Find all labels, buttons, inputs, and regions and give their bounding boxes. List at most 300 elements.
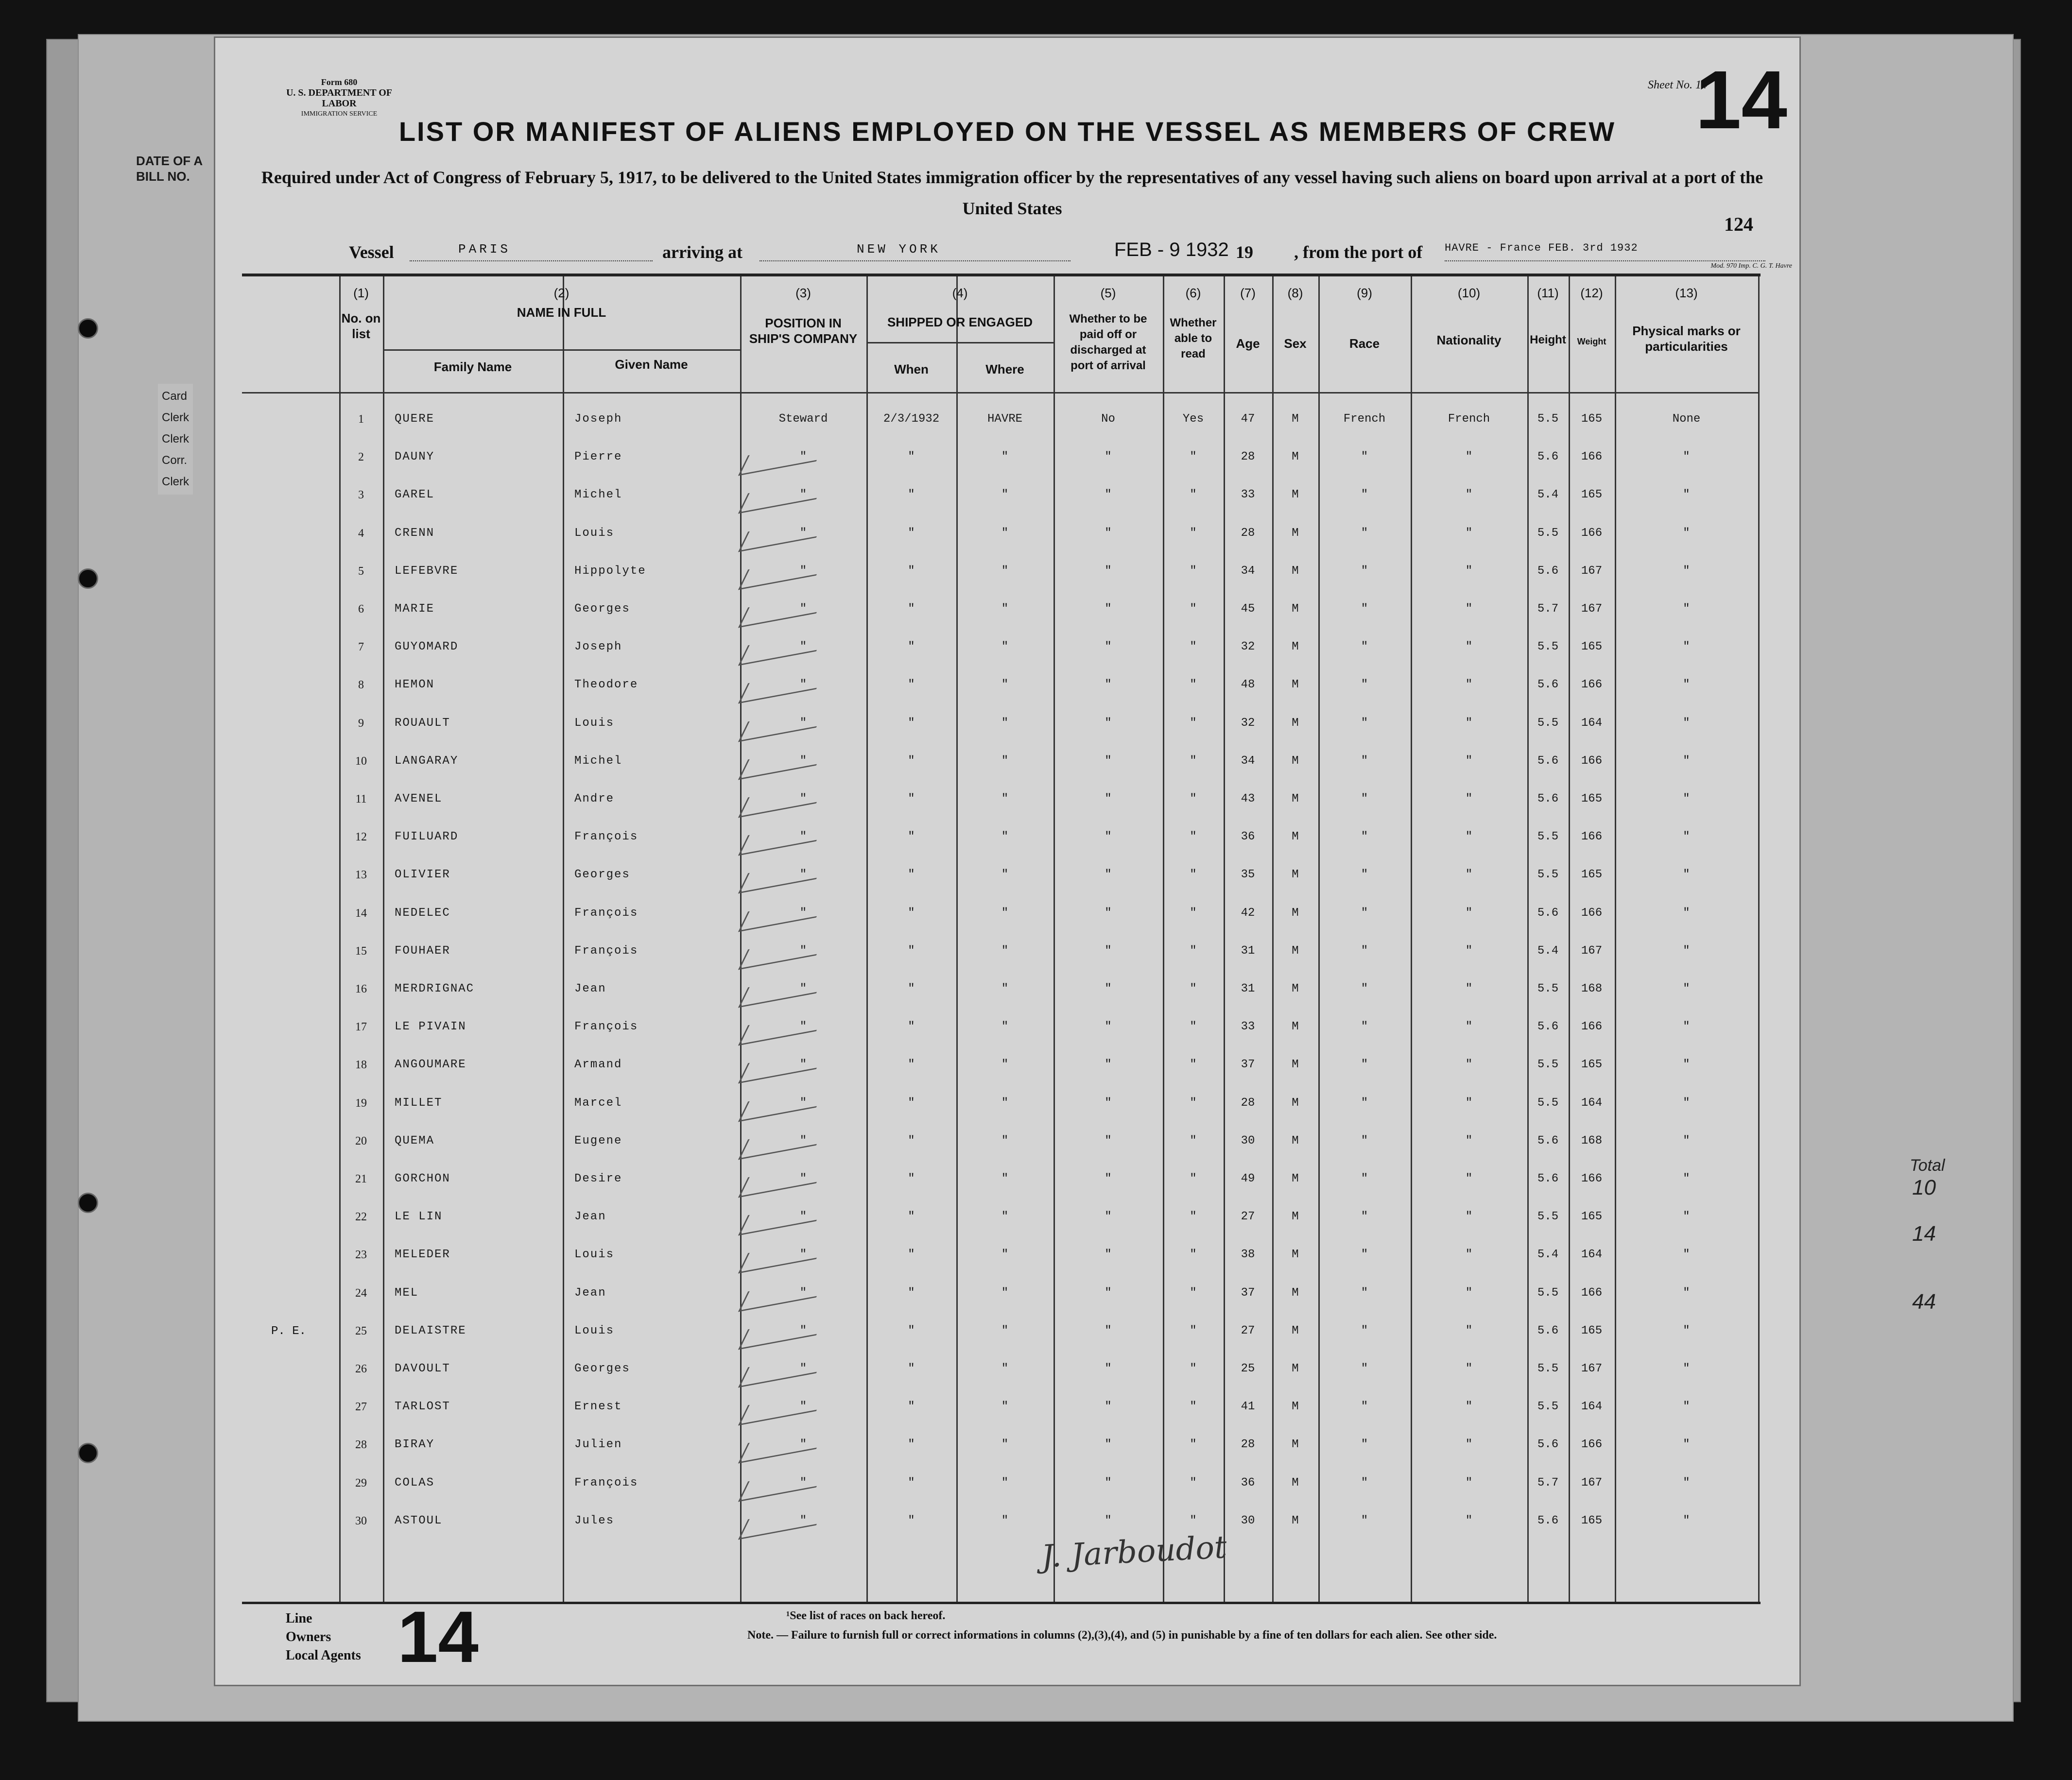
cell-physical-marks: " xyxy=(1683,716,1690,730)
year-label: 19 xyxy=(1236,242,1253,262)
col3-number: (3) xyxy=(795,286,811,300)
cell-weight: 167 xyxy=(1581,564,1603,578)
cell-sex: M xyxy=(1292,1514,1299,1527)
cell-where: " xyxy=(1001,640,1009,654)
cell-sex: M xyxy=(1292,1438,1299,1452)
cell-paid-off: " xyxy=(1105,1172,1112,1185)
form-header xyxy=(269,77,410,120)
cell-weight: 168 xyxy=(1581,982,1603,995)
manifest-page xyxy=(214,36,1801,1686)
cell-physical-marks: " xyxy=(1683,1096,1690,1110)
cell-family-name: BIRAY xyxy=(395,1438,435,1452)
cell-read: " xyxy=(1190,678,1197,692)
cell-when: " xyxy=(908,1438,915,1452)
cell-when: 2/3/1932 xyxy=(883,412,940,426)
table-row xyxy=(242,400,1761,438)
col-header-height: Height xyxy=(1530,333,1566,346)
cell-height: 5.7 xyxy=(1537,1476,1559,1489)
table-row xyxy=(242,1388,1761,1426)
cell-where: " xyxy=(1001,944,1009,958)
cell-sex: M xyxy=(1292,564,1299,578)
cell-family-name: MILLET xyxy=(395,1096,443,1110)
cell-sex: M xyxy=(1292,412,1299,426)
cell-age: 42 xyxy=(1241,906,1255,920)
cell-paid-off: " xyxy=(1105,868,1112,882)
cell-no: 16 xyxy=(355,983,367,995)
cell-paid-off: " xyxy=(1105,1096,1112,1110)
cell-given-name: François xyxy=(574,830,639,844)
cell-where: " xyxy=(1001,1400,1009,1414)
cell-physical-marks: " xyxy=(1683,754,1690,768)
cell-given-name: Georges xyxy=(574,602,630,616)
cell-read: " xyxy=(1190,1210,1197,1224)
cell-when: " xyxy=(908,982,915,995)
departure-port: HAVRE - France FEB. 3rd 1932 xyxy=(1445,242,1638,254)
cell-read: " xyxy=(1190,488,1197,502)
col4-number: (4) xyxy=(952,286,968,300)
local-agents-label: Local Agents xyxy=(286,1648,361,1663)
cell-height: 5.6 xyxy=(1537,678,1559,692)
cell-family-name: MEL xyxy=(395,1286,419,1300)
races-note: ¹See list of races on back hereof. xyxy=(786,1609,946,1622)
cell-where: " xyxy=(1001,906,1009,920)
side-note-value: 14 xyxy=(1912,1222,1936,1246)
cell-height: 5.4 xyxy=(1537,1248,1559,1262)
cell-family-name: FOUHAER xyxy=(395,944,450,958)
col-header-given-name: Given Name xyxy=(615,357,688,372)
cell-height: 5.6 xyxy=(1537,1438,1559,1452)
cell-given-name: Jules xyxy=(574,1514,615,1527)
cell-when: " xyxy=(908,1210,915,1224)
cell-race: " xyxy=(1361,906,1368,920)
col10-number: (10) xyxy=(1457,286,1481,300)
cell-sex: M xyxy=(1292,1020,1299,1034)
side-note-value: 44 xyxy=(1912,1290,1936,1314)
cell-read: " xyxy=(1190,1248,1197,1262)
cell-given-name: François xyxy=(574,906,639,920)
cell-no: 7 xyxy=(358,641,364,654)
col-header-shipped: SHIPPED OR ENGAGED xyxy=(887,315,1033,329)
cell-sex: M xyxy=(1292,1286,1299,1300)
cell-given-name: Louis xyxy=(574,526,615,540)
form-number: Form 680 xyxy=(321,77,358,87)
cell-age: 32 xyxy=(1241,640,1255,654)
service-name: IMMIGRATION SERVICE xyxy=(301,110,378,118)
cell-nationality: " xyxy=(1465,488,1473,502)
binder-hole xyxy=(78,568,98,589)
cell-sex: M xyxy=(1292,830,1299,844)
cell-weight: 166 xyxy=(1581,754,1603,768)
cell-age: 31 xyxy=(1241,982,1255,995)
cell-no: 9 xyxy=(358,717,364,730)
cell-weight: 165 xyxy=(1581,792,1603,805)
cell-where: " xyxy=(1001,526,1009,540)
cell-height: 5.6 xyxy=(1537,564,1559,578)
cell-age: 28 xyxy=(1241,1438,1255,1452)
cell-race: " xyxy=(1361,982,1368,995)
cell-physical-marks: None xyxy=(1672,412,1701,426)
table-row xyxy=(242,1008,1761,1046)
footer xyxy=(242,1596,1761,1677)
cell-physical-marks: " xyxy=(1683,868,1690,882)
cell-nationality: " xyxy=(1465,1324,1473,1337)
cell-height: 5.6 xyxy=(1537,1134,1559,1147)
cell-read: Yes xyxy=(1182,412,1204,426)
cell-position: " xyxy=(799,868,807,882)
cell-family-name: LEFEBVRE xyxy=(395,564,459,578)
cell-nationality: " xyxy=(1465,982,1473,995)
cell-family-name: TARLOST xyxy=(395,1400,450,1414)
cell-weight: 165 xyxy=(1581,1210,1603,1224)
cell-nationality: " xyxy=(1465,1362,1473,1375)
cell-sex: M xyxy=(1292,678,1299,692)
col5-number: (5) xyxy=(1100,286,1116,300)
cell-family-name: GAREL xyxy=(395,488,435,502)
cell-position: " xyxy=(799,830,807,844)
cell-position: " xyxy=(799,792,807,805)
cell-position: " xyxy=(799,944,807,958)
col-header-where: Where xyxy=(985,362,1024,377)
cell-read: " xyxy=(1190,1020,1197,1034)
col-header-paid-off: Whether to be paid off or discharged at port of arrival xyxy=(1069,312,1147,372)
cell-where: " xyxy=(1001,1362,1009,1375)
cell-where: " xyxy=(1001,754,1009,768)
cell-when: " xyxy=(908,1248,915,1262)
cell-family-name: ROUAULT xyxy=(395,716,450,730)
cell-physical-marks: " xyxy=(1683,1286,1690,1300)
cell-race: " xyxy=(1361,1362,1368,1375)
cell-given-name: Jean xyxy=(574,1210,606,1224)
cell-family-name: QUERE xyxy=(395,412,435,426)
cell-given-name: Georges xyxy=(574,1362,630,1375)
cell-nationality: " xyxy=(1465,640,1473,654)
cell-race: " xyxy=(1361,1096,1368,1110)
cell-physical-marks: " xyxy=(1683,678,1690,692)
cell-physical-marks: " xyxy=(1683,1172,1690,1185)
cell-age: 37 xyxy=(1241,1058,1255,1072)
cell-age: 35 xyxy=(1241,868,1255,882)
arrival-date-stamp: FEB - 9 1932 xyxy=(1114,239,1229,260)
cell-sex: M xyxy=(1292,488,1299,502)
table-row xyxy=(242,1350,1761,1388)
col-header-age: Age xyxy=(1236,336,1260,351)
cell-height: 5.5 xyxy=(1537,1058,1559,1072)
cell-position: " xyxy=(799,1096,807,1110)
cell-weight: 166 xyxy=(1581,450,1603,464)
cell-weight: 166 xyxy=(1581,830,1603,844)
cell-when: " xyxy=(908,1020,915,1034)
cell-sex: M xyxy=(1292,1096,1299,1110)
from-port-label: , from the port of xyxy=(1294,242,1423,262)
cell-weight: 165 xyxy=(1581,1324,1603,1337)
col-header-name: NAME IN FULL xyxy=(517,305,606,320)
col-header-read: Whether able to read xyxy=(1170,316,1217,360)
table-row xyxy=(242,1312,1761,1350)
cell-family-name: ANGOUMARE xyxy=(395,1058,466,1072)
cell-age: 25 xyxy=(1241,1362,1255,1375)
table-row xyxy=(242,476,1761,514)
cell-family-name: OLIVIER xyxy=(395,868,450,882)
cell-position: " xyxy=(799,1324,807,1337)
pe-annotation: P. E. xyxy=(271,1324,307,1338)
cell-nationality: " xyxy=(1465,944,1473,958)
cell-no: 13 xyxy=(355,869,367,882)
cell-given-name: Louis xyxy=(574,716,615,730)
cell-nationality: " xyxy=(1465,754,1473,768)
cell-no: 2 xyxy=(358,451,364,464)
cell-no: 25 xyxy=(355,1324,367,1337)
page-number: 124 xyxy=(1724,213,1753,235)
table-row xyxy=(242,970,1761,1008)
cell-paid-off: " xyxy=(1105,1438,1112,1452)
cell-nationality: " xyxy=(1465,868,1473,882)
cell-family-name: MARIE xyxy=(395,602,435,616)
cell-position: " xyxy=(799,488,807,502)
cell-given-name: Hippolyte xyxy=(574,564,646,578)
table-row xyxy=(242,1160,1761,1198)
cell-family-name: DAVOULT xyxy=(395,1362,450,1375)
table-row xyxy=(242,590,1761,628)
crew-manifest-table xyxy=(242,274,1761,1604)
table-row xyxy=(242,932,1761,970)
mod-note: Mod. 970 Imp. C. G. T. Havre xyxy=(1710,262,1792,270)
cell-race: " xyxy=(1361,944,1368,958)
cell-family-name: LE PIVAIN xyxy=(395,1020,466,1034)
cell-nationality: " xyxy=(1465,1096,1473,1110)
cell-read: " xyxy=(1190,792,1197,805)
cell-no: 5 xyxy=(358,565,364,578)
binder-hole xyxy=(78,318,98,339)
cell-given-name: Michel xyxy=(574,754,622,768)
cell-no: 14 xyxy=(355,907,367,920)
cell-read: " xyxy=(1190,1438,1197,1452)
cell-sex: M xyxy=(1292,640,1299,654)
cell-age: 33 xyxy=(1241,488,1255,502)
cell-where: " xyxy=(1001,1324,1009,1337)
cell-position: " xyxy=(799,564,807,578)
cell-race: " xyxy=(1361,526,1368,540)
cell-height: 5.6 xyxy=(1537,754,1559,768)
table-row xyxy=(242,514,1761,552)
cell-nationality: " xyxy=(1465,1514,1473,1527)
cell-where: " xyxy=(1001,678,1009,692)
table-row xyxy=(242,1464,1761,1502)
table-row xyxy=(242,704,1761,742)
cell-no: 23 xyxy=(355,1249,367,1262)
cell-nationality: " xyxy=(1465,792,1473,805)
side-note-value: 10 xyxy=(1912,1176,1936,1199)
cell-sex: M xyxy=(1292,906,1299,920)
cell-paid-off: " xyxy=(1105,754,1112,768)
col12-number: (12) xyxy=(1580,286,1603,300)
cell-when: " xyxy=(908,1476,915,1489)
cell-nationality: " xyxy=(1465,1020,1473,1034)
cell-no: 12 xyxy=(355,831,367,844)
cell-physical-marks: " xyxy=(1683,564,1690,578)
cell-given-name: Desire xyxy=(574,1172,622,1185)
cell-race: " xyxy=(1361,1400,1368,1414)
cell-when: " xyxy=(908,602,915,616)
cell-given-name: Louis xyxy=(574,1248,615,1262)
cell-no: 1 xyxy=(358,413,364,426)
table-row xyxy=(242,628,1761,666)
cell-weight: 166 xyxy=(1581,1438,1603,1452)
cell-race: " xyxy=(1361,678,1368,692)
cell-where: " xyxy=(1001,1286,1009,1300)
table-row xyxy=(242,666,1761,704)
cell-race: " xyxy=(1361,868,1368,882)
cell-nationality: " xyxy=(1465,1134,1473,1147)
cell-where: HAVRE xyxy=(987,412,1022,426)
table-row xyxy=(242,438,1761,476)
cell-family-name: COLAS xyxy=(395,1476,435,1489)
cell-position: " xyxy=(799,1058,807,1072)
cell-physical-marks: " xyxy=(1683,488,1690,502)
col6-number: (6) xyxy=(1185,286,1201,300)
side-note-total: Total xyxy=(1910,1156,1945,1175)
cell-no: 28 xyxy=(355,1438,367,1452)
cell-weight: 164 xyxy=(1581,1096,1603,1110)
cell-position: " xyxy=(799,1172,807,1185)
cell-weight: 165 xyxy=(1581,488,1603,502)
cell-physical-marks: " xyxy=(1683,1324,1690,1337)
cell-height: 5.6 xyxy=(1537,792,1559,805)
cell-race: " xyxy=(1361,1172,1368,1185)
cell-family-name: GORCHON xyxy=(395,1172,450,1185)
cell-physical-marks: " xyxy=(1683,1248,1690,1262)
cell-given-name: Marcel xyxy=(574,1096,622,1110)
cell-paid-off: " xyxy=(1105,1476,1112,1489)
cell-height: 5.6 xyxy=(1537,1020,1559,1034)
table-row xyxy=(242,1198,1761,1236)
cell-where: " xyxy=(1001,1514,1009,1527)
cell-nationality: " xyxy=(1465,1172,1473,1185)
cell-family-name: DAUNY xyxy=(395,450,435,464)
cell-when: " xyxy=(908,564,915,578)
cell-sex: M xyxy=(1292,1362,1299,1375)
cell-physical-marks: " xyxy=(1683,792,1690,805)
cell-no: 4 xyxy=(358,527,364,540)
cell-paid-off: " xyxy=(1105,830,1112,844)
cell-weight: 168 xyxy=(1581,1134,1603,1147)
cell-physical-marks: " xyxy=(1683,906,1690,920)
table-row xyxy=(242,1122,1761,1160)
cell-age: 33 xyxy=(1241,1020,1255,1034)
cell-sex: M xyxy=(1292,1134,1299,1147)
col-header-family-name: Family Name xyxy=(433,359,512,374)
cell-nationality: " xyxy=(1465,526,1473,540)
cell-read: " xyxy=(1190,640,1197,654)
cell-read: " xyxy=(1190,944,1197,958)
cell-nationality: French xyxy=(1448,412,1490,426)
cell-position: " xyxy=(799,1286,807,1300)
cell-read: " xyxy=(1190,1096,1197,1110)
cell-nationality: " xyxy=(1465,1286,1473,1300)
cell-family-name: MELEDER xyxy=(395,1248,450,1262)
col-header-nationality: Nationality xyxy=(1436,333,1502,347)
table-row xyxy=(242,552,1761,590)
cell-paid-off: " xyxy=(1105,982,1112,995)
page-title: LIST OR MANIFEST OF ALIENS EMPLOYED ON THE VESSEL AS MEMBERS OF CREW xyxy=(398,116,1616,147)
cell-family-name: DELAISTRE xyxy=(395,1324,466,1337)
sheet-label: Sheet No. 14 xyxy=(1648,79,1707,91)
cell-paid-off: " xyxy=(1105,1020,1112,1034)
cell-position: " xyxy=(799,602,807,616)
cell-physical-marks: " xyxy=(1683,640,1690,654)
cell-read: " xyxy=(1190,982,1197,995)
cell-age: 28 xyxy=(1241,1096,1255,1110)
cell-where: " xyxy=(1001,830,1009,844)
clerk-stamp: Card Clerk Clerk Corr. Clerk xyxy=(158,384,193,495)
cell-age: 31 xyxy=(1241,944,1255,958)
cell-height: 5.4 xyxy=(1537,944,1559,958)
department-name: U. S. DEPARTMENT OF LABOR xyxy=(286,87,393,109)
binder-hole xyxy=(78,1443,98,1463)
cell-height: 5.6 xyxy=(1537,906,1559,920)
cell-paid-off: " xyxy=(1105,526,1112,540)
table-row xyxy=(242,780,1761,818)
cell-family-name: HEMON xyxy=(395,678,435,692)
cell-race: " xyxy=(1361,1248,1368,1262)
cell-paid-off: " xyxy=(1105,488,1112,502)
cell-paid-off: " xyxy=(1105,1286,1112,1300)
cell-physical-marks: " xyxy=(1683,1514,1690,1527)
cell-family-name: QUEMA xyxy=(395,1134,435,1147)
vessel-line xyxy=(244,239,1780,271)
cell-no: 21 xyxy=(355,1173,367,1185)
cell-family-name: AVENEL xyxy=(395,792,443,805)
cell-family-name: FUILUARD xyxy=(395,830,459,844)
footer-labels xyxy=(286,1609,361,1665)
col2-number: (2) xyxy=(553,286,570,300)
cell-when: " xyxy=(908,488,915,502)
cell-age: 47 xyxy=(1241,412,1255,426)
cell-nationality: " xyxy=(1465,1248,1473,1262)
cell-position: " xyxy=(799,1400,807,1414)
cell-paid-off: " xyxy=(1105,1400,1112,1414)
cell-age: 27 xyxy=(1241,1324,1255,1337)
cell-weight: 167 xyxy=(1581,1476,1603,1489)
cell-nationality: " xyxy=(1465,1438,1473,1452)
cell-weight: 166 xyxy=(1581,526,1603,540)
cell-weight: 165 xyxy=(1581,1514,1603,1527)
cell-age: 49 xyxy=(1241,1172,1255,1185)
cell-race: " xyxy=(1361,602,1368,616)
cell-race: " xyxy=(1361,488,1368,502)
cell-height: 5.5 xyxy=(1537,1286,1559,1300)
cell-nationality: " xyxy=(1465,564,1473,578)
cell-physical-marks: " xyxy=(1683,944,1690,958)
cell-when: " xyxy=(908,754,915,768)
cell-paid-off: " xyxy=(1105,564,1112,578)
cell-weight: 165 xyxy=(1581,1058,1603,1072)
cell-paid-off: " xyxy=(1105,1210,1112,1224)
cell-read: " xyxy=(1190,526,1197,540)
cell-when: " xyxy=(908,1058,915,1072)
cell-age: 30 xyxy=(1241,1514,1255,1527)
cell-given-name: Eugene xyxy=(574,1134,622,1147)
cell-given-name: Pierre xyxy=(574,450,622,464)
cell-position: " xyxy=(799,1438,807,1452)
cell-race: " xyxy=(1361,1324,1368,1337)
cell-height: 5.6 xyxy=(1537,1514,1559,1527)
cell-nationality: " xyxy=(1465,1400,1473,1414)
cell-when: " xyxy=(908,1324,915,1337)
cell-height: 5.5 xyxy=(1537,1362,1559,1375)
cell-where: " xyxy=(1001,1438,1009,1452)
cell-read: " xyxy=(1190,1362,1197,1375)
cell-no: 17 xyxy=(355,1021,367,1034)
